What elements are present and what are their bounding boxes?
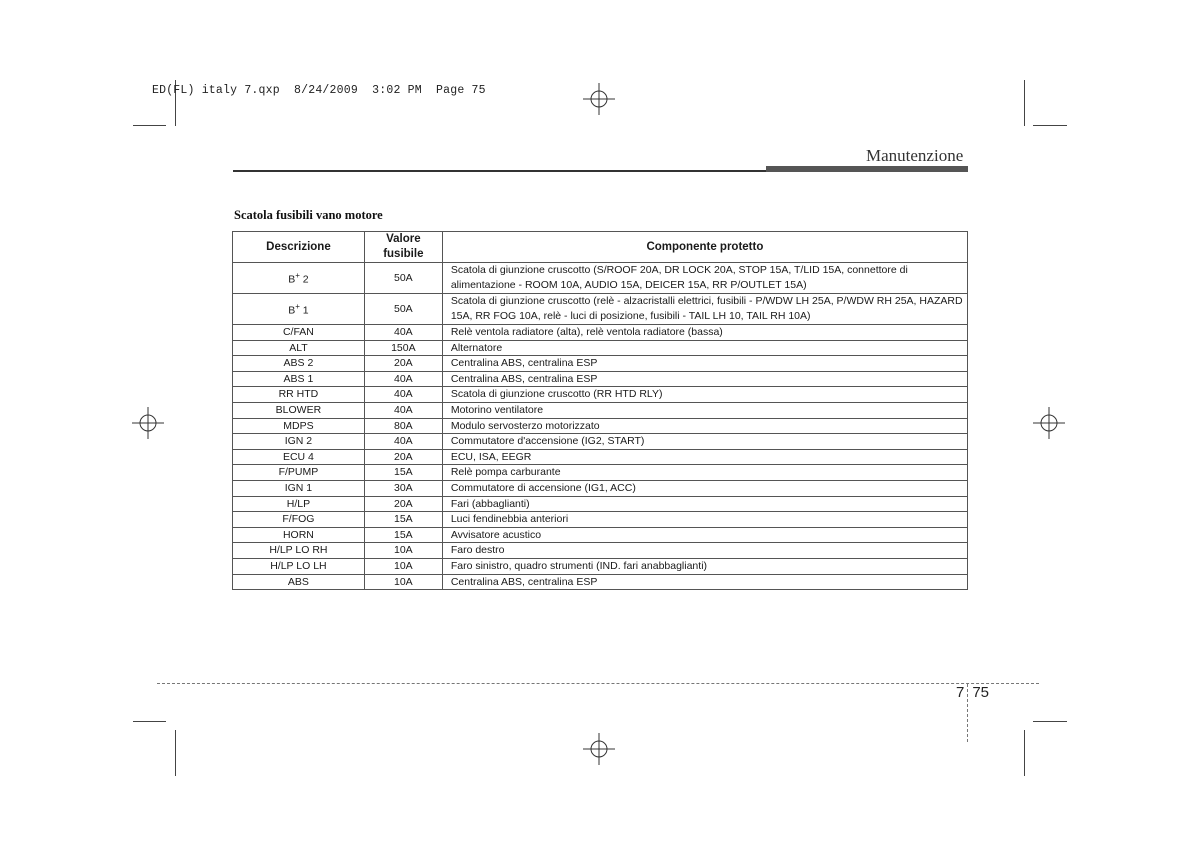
protected-component: Commutatore di accensione (IG1, ACC)	[442, 480, 967, 496]
fuse-value: 15A	[364, 465, 442, 481]
table-row	[233, 263, 968, 294]
fuse-description: HORN	[233, 527, 365, 543]
protected-component: Fari (abbaglianti)	[442, 496, 967, 512]
page-index: 75	[972, 684, 990, 701]
fuse-value: 40A	[364, 371, 442, 387]
registration-mark-icon	[583, 83, 615, 115]
protected-component: Faro sinistro, quadro strumenti (IND. fari anabbaglianti)	[442, 558, 967, 574]
fuse-value: 15A	[364, 527, 442, 543]
table-row	[233, 340, 968, 356]
fuse-description: ABS 2	[233, 356, 365, 372]
protected-component: Centralina ABS, centralina ESP	[442, 371, 967, 387]
table-row	[233, 527, 968, 543]
protected-component: ECU, ISA, EEGR	[442, 449, 967, 465]
column-header-protected-component: Componente protetto	[442, 232, 967, 263]
protected-component: Relè pompa carburante	[442, 465, 967, 481]
column-header-description: Descrizione	[233, 232, 365, 263]
protected-component: Alternatore	[442, 340, 967, 356]
fuse-description: ABS	[233, 574, 365, 590]
table-title: Scatola fusibili vano motore	[234, 208, 383, 222]
table-row	[233, 294, 968, 325]
registration-mark-icon	[1033, 407, 1065, 439]
fuse-description: F/PUMP	[233, 465, 365, 481]
protected-component: Commutatore d'accensione (IG2, START)	[442, 434, 967, 450]
table-header-row	[233, 232, 968, 263]
table-row	[233, 402, 968, 418]
registration-mark-icon	[132, 407, 164, 439]
fuse-value: 10A	[364, 574, 442, 590]
table-row	[233, 325, 968, 341]
fuse-description-superscript: +	[295, 271, 300, 281]
fuse-description: RR HTD	[233, 387, 365, 403]
table-body	[233, 263, 968, 590]
fuse-description: ALT	[233, 340, 365, 356]
crop-mark-icon	[1024, 80, 1025, 126]
fuse-table	[232, 231, 968, 590]
crop-mark-icon	[133, 125, 166, 126]
protected-component: Scatola di giunzione cruscotto (relè - alzacristalli elettrici, fusibili - P/WDW LH 25A, P/WDW RH 25A, HAZARD 15A, RR FOG 10A, relè - luci di posizione, fusibili - TAIL LH 10, TAIL RH 10A)	[442, 294, 967, 325]
protected-component: Modulo servosterzo motorizzato	[442, 418, 967, 434]
protected-component: Scatola di giunzione cruscotto (S/ROOF 20A, DR LOCK 20A, STOP 15A, T/LID 15A, connettore di alimentazione - ROOM 10A, AUDIO 15A, DEICER 15A, RR P/OUTLET 15A)	[442, 263, 967, 294]
table-row	[233, 574, 968, 590]
fuse-value: 40A	[364, 387, 442, 403]
fuse-value: 80A	[364, 418, 442, 434]
header-rule	[233, 170, 766, 172]
table-row	[233, 356, 968, 372]
section-title: Manutenzione	[866, 146, 964, 165]
fuse-description: H/LP LO LH	[233, 558, 365, 574]
table-row	[233, 512, 968, 528]
fuse-description: F/FOG	[233, 512, 365, 528]
fuse-description: H/LP	[233, 496, 365, 512]
fuse-description: MDPS	[233, 418, 365, 434]
fuse-value: 20A	[364, 449, 442, 465]
protected-component: Centralina ABS, centralina ESP	[442, 356, 967, 372]
fuse-description-suffix: 1	[299, 304, 309, 317]
crop-mark-icon	[1033, 125, 1067, 126]
page-number-separator	[967, 684, 968, 742]
registration-mark-icon	[583, 733, 615, 765]
fuse-value: 150A	[364, 340, 442, 356]
crop-mark-icon	[1024, 730, 1025, 776]
fuse-value: 10A	[364, 558, 442, 574]
footer-rule	[157, 683, 1039, 684]
print-slug: ED(FL) italy 7.qxp 8/24/2009 3:02 PM Page 75	[152, 84, 486, 97]
page-chapter: 7	[956, 684, 965, 701]
table-row	[233, 434, 968, 450]
fuse-value: 20A	[364, 356, 442, 372]
table-row	[233, 465, 968, 481]
fuse-value: 15A	[364, 512, 442, 528]
fuse-value: 30A	[364, 480, 442, 496]
fuse-value: 10A	[364, 543, 442, 559]
fuse-value: 50A	[364, 294, 442, 325]
fuse-description-suffix: 2	[299, 273, 309, 286]
table-row	[233, 543, 968, 559]
fuse-value: 40A	[364, 402, 442, 418]
protected-component: Motorino ventilatore	[442, 402, 967, 418]
protected-component: Relè ventola radiatore (alta), relè ventola radiatore (bassa)	[442, 325, 967, 341]
protected-component: Scatola di giunzione cruscotto (RR HTD RLY)	[442, 387, 967, 403]
table-row	[233, 449, 968, 465]
crop-mark-icon	[175, 730, 176, 776]
protected-component: Avvisatore acustico	[442, 527, 967, 543]
protected-component: Faro destro	[442, 543, 967, 559]
table-row	[233, 496, 968, 512]
fuse-description: ECU 4	[233, 449, 365, 465]
fuse-value: 50A	[364, 263, 442, 294]
fuse-description	[233, 294, 365, 325]
column-header-fuse-value-text: Valore fusibile	[383, 233, 424, 260]
crop-mark-icon	[1033, 721, 1067, 722]
table-row	[233, 371, 968, 387]
fuse-description	[233, 263, 365, 294]
fuse-description: IGN 1	[233, 480, 365, 496]
fuse-description: IGN 2	[233, 434, 365, 450]
fuse-description: BLOWER	[233, 402, 365, 418]
fuse-description-base: B	[288, 304, 296, 317]
crop-mark-icon	[133, 721, 166, 722]
fuse-description: ABS 1	[233, 371, 365, 387]
fuse-description: C/FAN	[233, 325, 365, 341]
table-row	[233, 558, 968, 574]
page-number	[956, 684, 989, 701]
table-row	[233, 418, 968, 434]
fuse-description-superscript: +	[295, 302, 300, 312]
fuse-value: 40A	[364, 325, 442, 341]
protected-component: Luci fendinebbia anteriori	[442, 512, 967, 528]
fuse-value: 40A	[364, 434, 442, 450]
fuse-value: 20A	[364, 496, 442, 512]
column-header-fuse-value	[364, 232, 442, 263]
header-rule-accent	[766, 166, 968, 172]
fuse-description: H/LP LO RH	[233, 543, 365, 559]
table-row	[233, 480, 968, 496]
protected-component: Centralina ABS, centralina ESP	[442, 574, 967, 590]
table-row	[233, 387, 968, 403]
fuse-description-base: B	[288, 273, 296, 286]
